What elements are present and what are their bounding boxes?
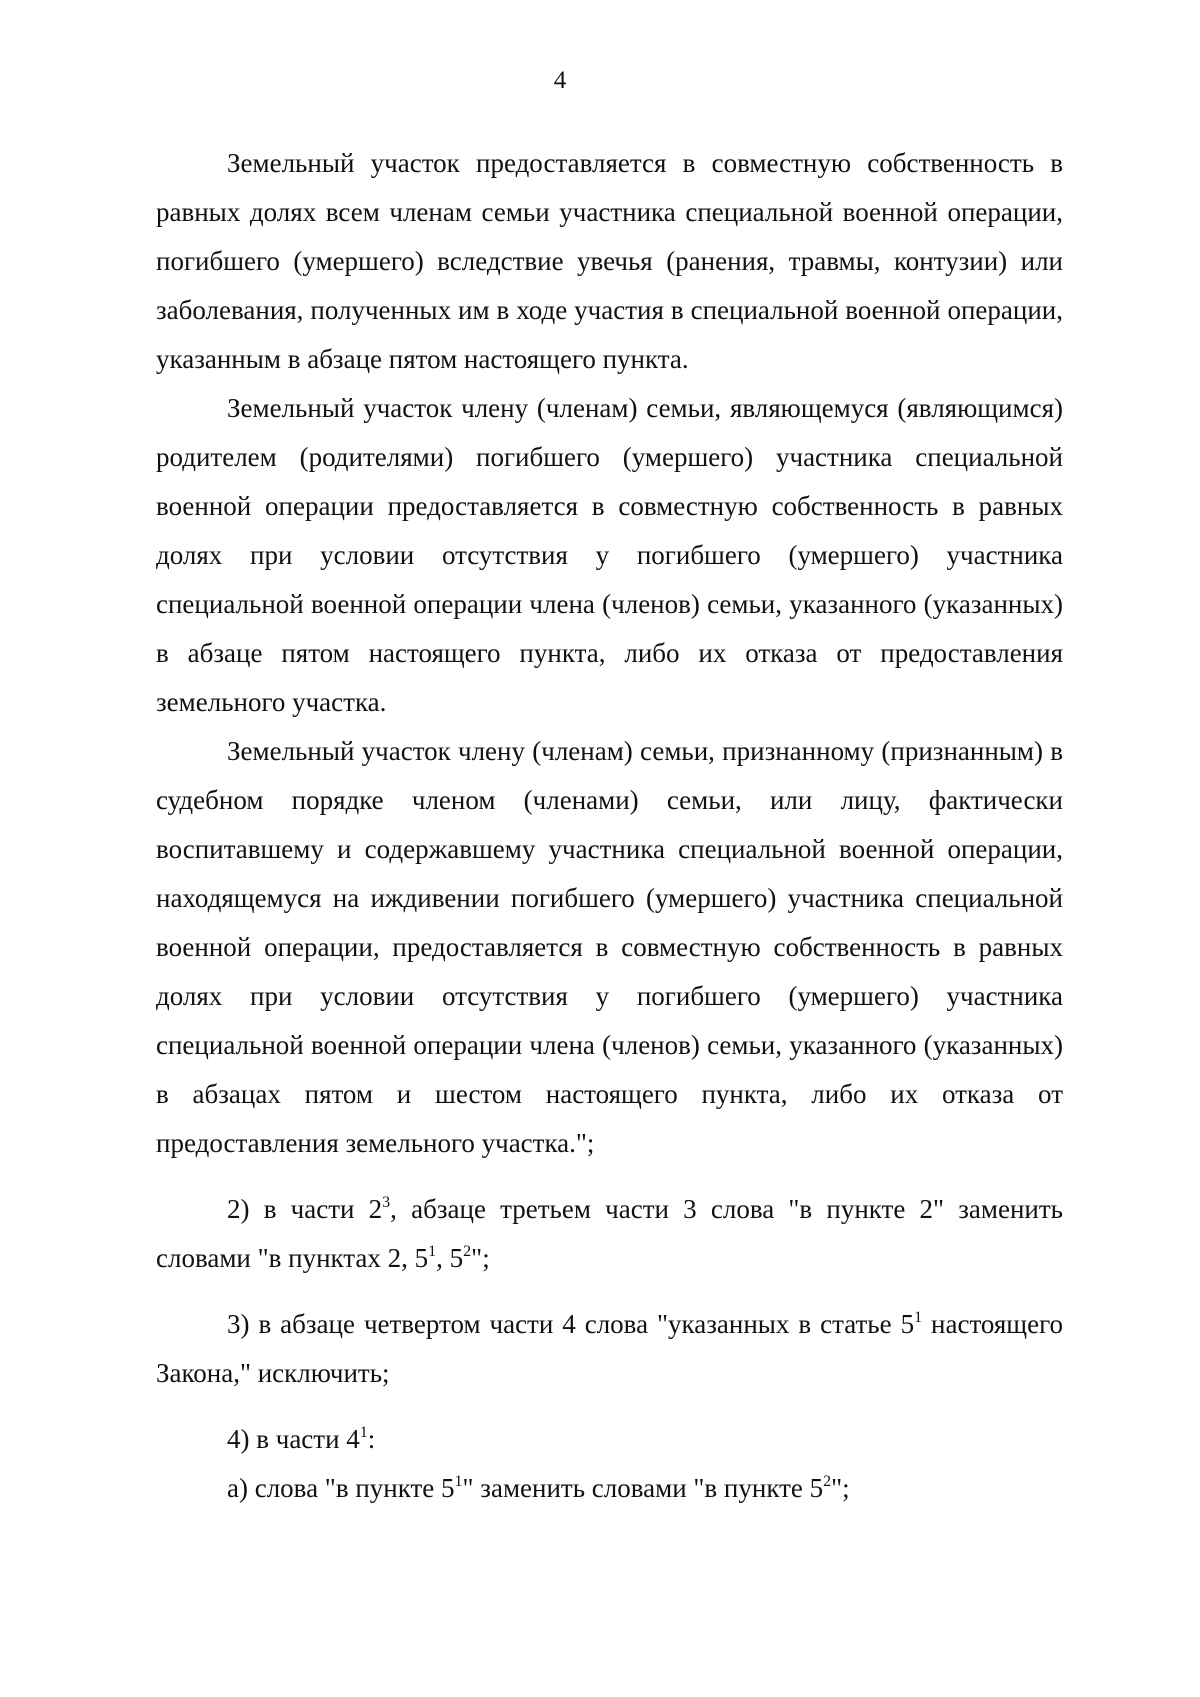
- superscript: 1: [359, 1424, 368, 1441]
- amendment-item-3: [156, 1300, 1063, 1398]
- amendment-item-4: [156, 1415, 1063, 1464]
- item-text: " заменить словами "в пункте 5: [462, 1473, 824, 1503]
- item-text: :: [367, 1424, 376, 1454]
- page-number: 4: [553, 67, 567, 94]
- item-text: 3) в абзаце четвертом части 4 слова "указанных в статье 5: [227, 1309, 915, 1339]
- paragraph-dependents: Земельный участок члену (членам) семьи, признанному (признанным) в судебном порядке членом (членами) семьи, или лицу, фактически воспитавшему и содержавшему участника специальной военной операции, находящемуся на иждивении погибшего (умершего) участника специальной военной операции, предоставляется в совместную собственность в равных долях при условии отсутствия у погибшего (умершего) участника специальной военной операции члена (членов) семьи, указанного (указанных) в абзацах пятом и шестом настоящего пункта, либо их отказа от предоставления земельного участка.";: [156, 736, 1063, 1158]
- superscript: 3: [382, 1194, 391, 1211]
- superscript: 1: [914, 1309, 923, 1326]
- document-body: [156, 139, 1063, 1513]
- item-text: ";: [831, 1473, 850, 1503]
- item-text: настоящего Закона," исключить;: [156, 1309, 1063, 1388]
- amendment-item-4a: [156, 1464, 1063, 1513]
- paragraph-parents: Земельный участок члену (членам) семьи, являющемуся (являющимся) родителем (родителями) погибшего (умершего) участника специальной военной операции предоставляется в совместную собственность в равных долях при условии отсутствия у погибшего (умершего) участника специальной военной операции члена (членов) семьи, указанного (указанных) в абзаце пятом настоящего пункта, либо их отказа от предоставления земельного участка.: [156, 393, 1063, 717]
- item-text: а) слова "в пункте 5: [227, 1473, 455, 1503]
- superscript: 1: [428, 1243, 437, 1260]
- item-text: , 5: [436, 1243, 464, 1273]
- item-text: 2) в части 2: [227, 1194, 383, 1224]
- item-text: , абзаце третьем части 3 слова "в пункте 2" заменить словами "в пунктах 2, 5: [156, 1194, 1063, 1273]
- superscript: 2: [463, 1243, 472, 1260]
- superscript: 2: [823, 1473, 832, 1490]
- superscript: 1: [454, 1473, 463, 1490]
- amendment-item-2: [156, 1185, 1063, 1283]
- item-text: ";: [471, 1243, 490, 1273]
- paragraph-joint-ownership: Земельный участок предоставляется в совместную собственность в равных долях всем членам семьи участника специальной военной операции, погибшего (умершего) вследствие увечья (ранения, травмы, контузии) или заболевания, полученных им в ходе участия в специальной военной операции, указанным в абзаце пятом настоящего пункта.: [156, 148, 1063, 374]
- item-text: 4) в части 4: [227, 1424, 360, 1454]
